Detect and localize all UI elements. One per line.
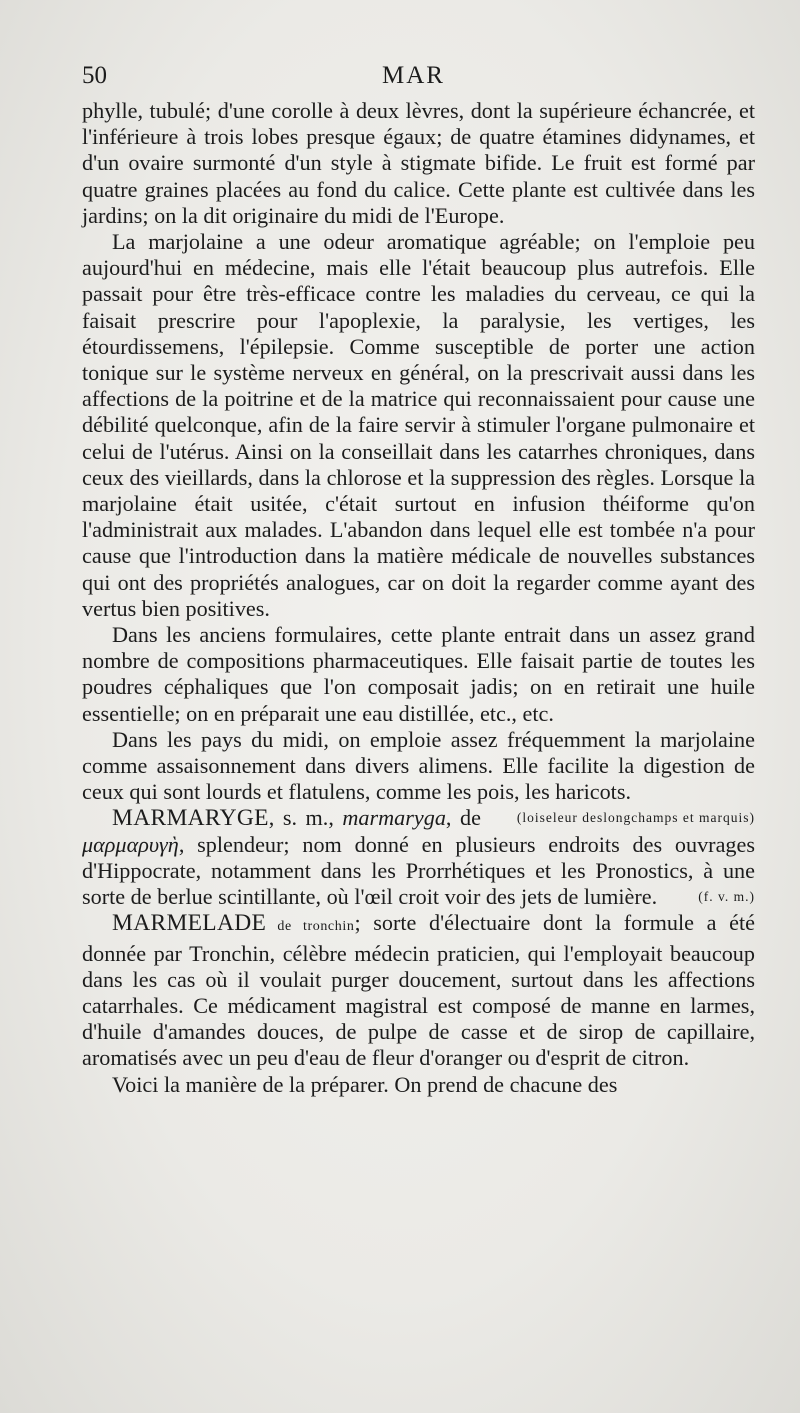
entry-grammar: , s. m., xyxy=(268,805,343,831)
entry-latin-term: marmaryga xyxy=(342,805,446,831)
paragraph-preparation: Voici la manière de la préparer. On prend de chacune des xyxy=(112,1071,618,1097)
entry-de: , de xyxy=(445,805,481,831)
entry-signature: (f. v. m.) xyxy=(698,889,755,905)
page-body xyxy=(82,98,755,1098)
entry-headword: MARMELADE xyxy=(112,910,267,937)
paragraph-marjolaine-usage: La marjolaine a une odeur aromatique agréable; on l'emploie peu aujourd'hui en médecine, mais elle l'était beaucoup plus autrefois. Elle passait pour être très-efficace contre les maladies du cerveau, ce qui la faisait prescrire pour l'apoplexie, la paralysie, les vertiges, les étourdissemens, l'épilepsie. Comme susceptible de porter une action tonique sur le système nerveux en général, on la prescrivait aussi dans les affections de la poitrine et de la matrice qui reconnaissaient pour cause une débilité quelconque, afin de la faire servir à stimuler l'organe pulmonaire et celui de l'utérus. Ainsi on la conseillait dans les catarrhes chroniques, dans ceux des vieillards, dans la chlorose et la suppression des règles. Lorsque la marjolaine était usitée, c'était surtout en infusion théiforme qu'on l'administrait aux malades. L'abandon dans lequel elle est tombée n'a pour cause que l'introduction dans la matière médicale de nouvelles substances qui ont des propriétés analogues, car on doit la regarder comme ayant des vertus bien positives. xyxy=(82,229,755,621)
entry-definition: ; sorte d'électuaire dont la formule a été donnée par Tronchin, célèbre médecin praticien, qui l'employait beaucoup dans les cas où il voulait purger doucement, surtout dans les affections catarrhales. Ce médicament magistral est composé de manne en larmes, d'huile d'amandes douces, de pulpe de casse et de sirop de capillaire, aromatisés avec un peu d'eau de fleur d'oranger ou d'esprit de citron. xyxy=(82,910,755,1071)
entry-qualifier: de tronchin xyxy=(266,919,355,935)
author-signature: (loiseleur deslongchamps et marquis) xyxy=(516,810,755,826)
entry-marmelade xyxy=(82,910,755,1071)
running-title: MAR xyxy=(382,62,445,89)
paragraph-continuation: phylle, tubulé; d'une corolle à deux lèvres, dont la supérieure échancrée, et l'inférieure à trois lobes presque égaux; de quatre étamines didynames, et d'un ovaire surmonté d'un style à stigmate bifide. Le fruit est formé par quatre graines placées au fond du calice. Cette plante est cultivée dans les jardins; on la dit originaire du midi de l'Europe. xyxy=(82,98,755,228)
page-number: 50 xyxy=(82,62,107,89)
entry-definition: , splendeur; nom donné en plusieurs endroits des ouvrages d'Hippocrate, notamment dans les Prorrhétiques et les Pronostics, à une sorte de berlue scintillante, où l'œil croit voir des jets de lumière. xyxy=(82,831,755,910)
running-header xyxy=(82,62,755,96)
paragraph-condiment-text: Dans les pays du midi, on emploie assez fréquemment la marjolaine comme assaisonnement dans divers alimens. Elle facilite la digestion de ceux qui sont lourds et flatulens, comme les pois, les haricots. xyxy=(82,726,755,805)
paragraph-formulaires: Dans les anciens formulaires, cette plante entrait dans un assez grand nombre de compositions pharmaceutiques. Elle faisait partie de toutes les poudres céphaliques que l'on composait jadis; on en retirait une huile essentielle; on en préparait une eau distillée, etc., etc. xyxy=(82,622,755,726)
entry-headword: MARMARYGE xyxy=(112,805,269,832)
entry-greek-term: μαρμαρυγὴ xyxy=(82,831,179,857)
